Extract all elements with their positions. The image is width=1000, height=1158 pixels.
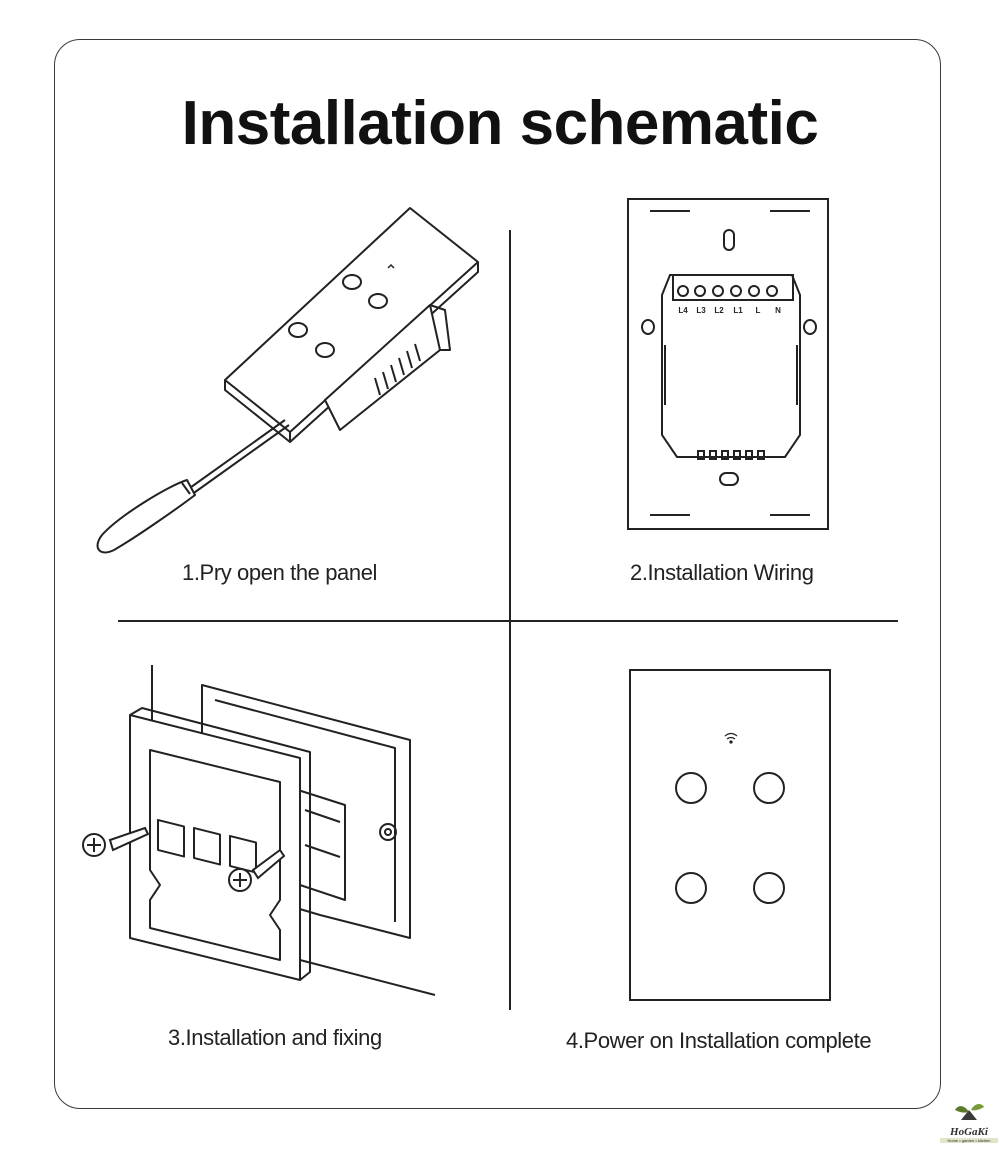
step1-pry-illustration [90,200,510,560]
brand-tagline: Home • garden • kitchen [940,1138,998,1143]
step4-complete-illustration [626,668,836,1006]
brand-logo [940,1100,998,1148]
step2-wiring-illustration [620,195,840,535]
terminal-label: L2 [714,306,724,315]
step1-caption: 1.Pry open the panel [182,560,378,585]
terminal-label: N [775,306,781,315]
step4-caption: 4.Power on Installation complete [566,1028,872,1053]
terminal-label: L3 [696,306,706,315]
terminal-label: L1 [733,306,743,315]
leaf-icon [949,1100,989,1122]
terminal-label: L [755,306,761,315]
terminal-label: L4 [678,306,688,315]
brand-name: HoGaKi [950,1126,988,1138]
step3-caption: 3.Installation and fixing [168,1025,382,1050]
step2-caption: 2.Installation Wiring [630,560,814,585]
page-title: Installation schematic [181,89,819,158]
horizontal-divider [118,620,898,622]
step3-fixing-illustration [70,660,450,1010]
